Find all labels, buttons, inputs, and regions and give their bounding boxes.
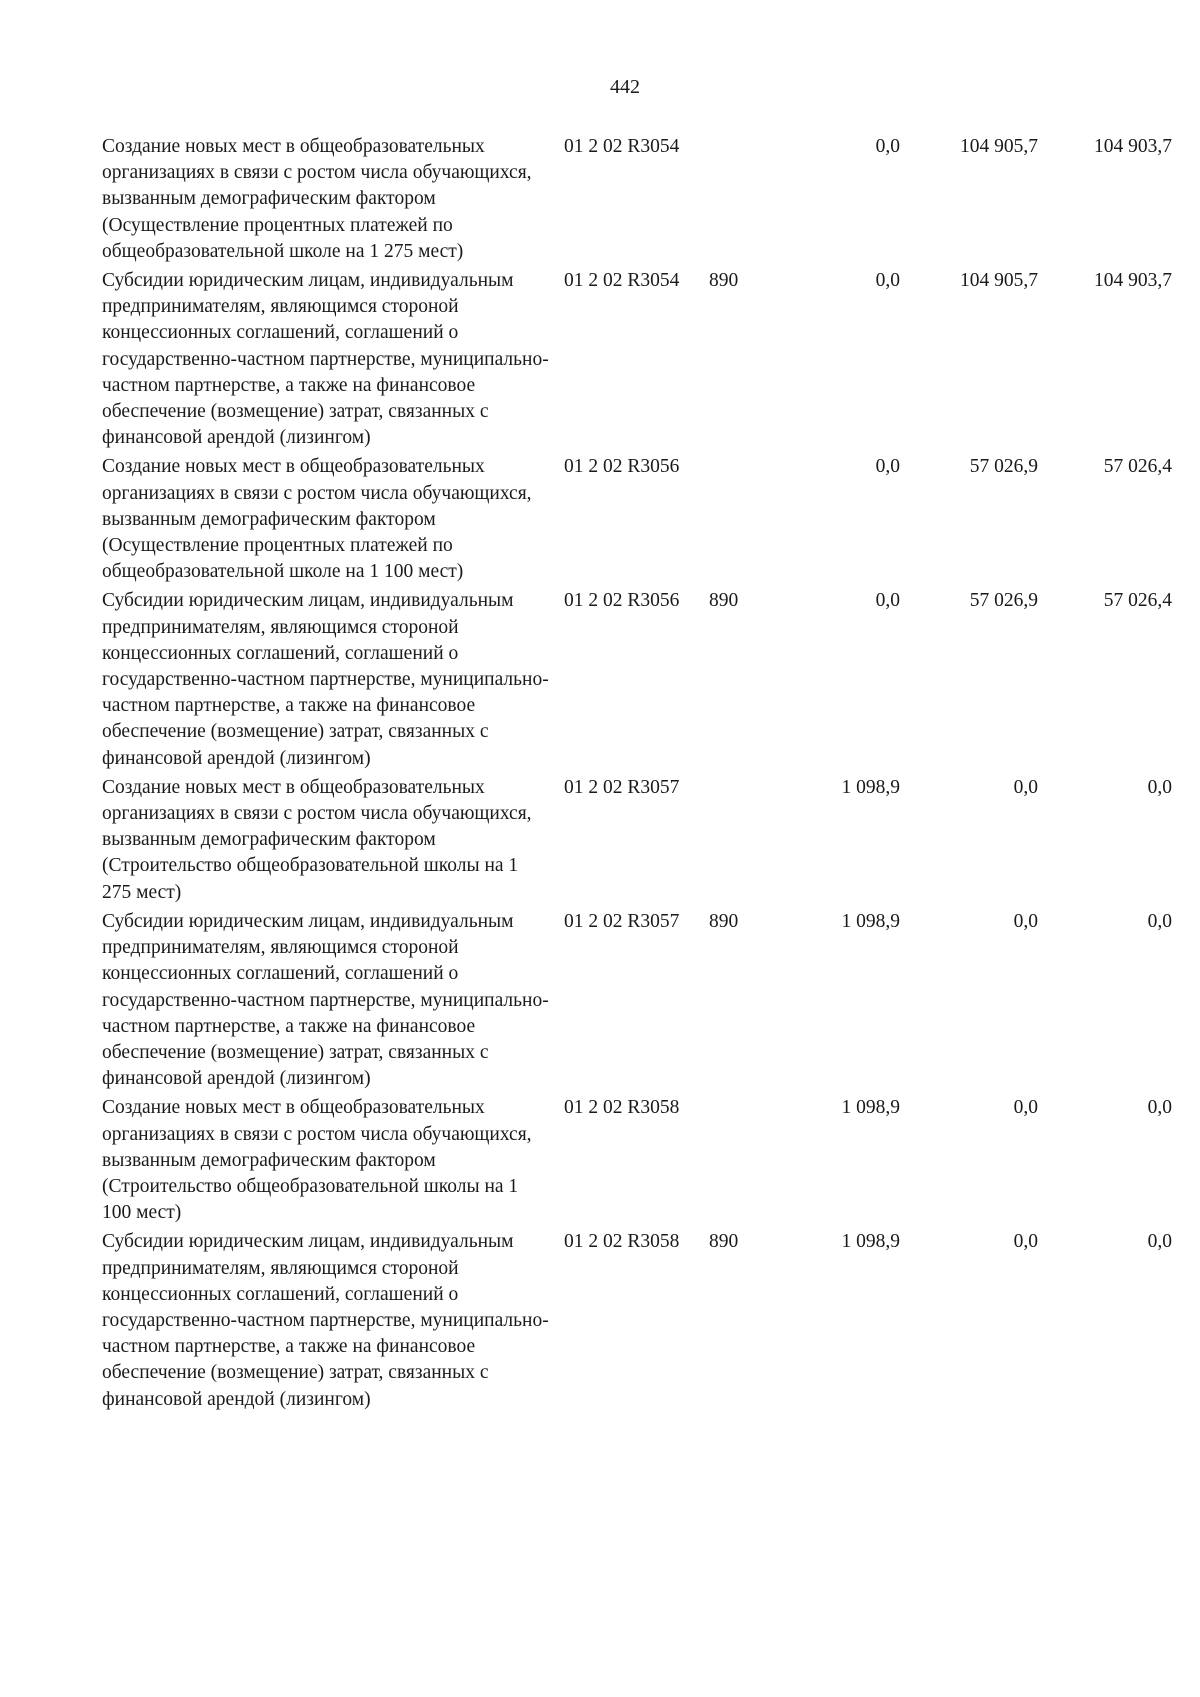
row-value-2: 57 026,9 [969, 456, 1038, 478]
row-value-3: 0,0 [1147, 776, 1172, 798]
row-description: Создание новых мест в общеобразовательных организациях в связи с ростом числа обучающихся, вызванным демографическим фактором (Строительство общеобразовательной школы на 1 100 мест) [102, 1097, 532, 1224]
row-code: 01 2 02 R3057 [564, 776, 680, 798]
row-value-2: 0,0 [1013, 776, 1038, 798]
table-row [102, 1229, 1172, 1412]
row-value-2: 0,0 [1013, 910, 1038, 932]
row-value-1: 0,0 [875, 270, 900, 292]
row-value-2: 57 026,9 [969, 590, 1038, 612]
budget-table [102, 134, 1172, 1416]
row-value-3: 57 026,4 [1103, 590, 1172, 612]
row-value-3: 0,0 [1147, 1231, 1172, 1253]
table-row [102, 775, 1172, 906]
row-code: 01 2 02 R3056 [564, 456, 680, 478]
page-number: 442 [610, 76, 640, 98]
table-row [102, 454, 1172, 585]
row-value-1: 1 098,9 [841, 776, 900, 798]
row-value-2: 0,0 [1013, 1231, 1038, 1253]
row-code: 01 2 02 R3058 [564, 1097, 680, 1119]
row-description: Субсидии юридическим лицам, индивидуальным предпринимателям, являющимся стороной концессионных соглашений, соглашений о государственно-частном партнерстве, муниципально-частном партнерстве, а также на финансовое обеспечение (возмещение) затрат, связанных с финансовой арендой (лизингом) [102, 270, 549, 449]
row-code: 01 2 02 R3056 [564, 590, 680, 612]
row-expense-type: 890 [709, 590, 739, 612]
row-description: Создание новых мест в общеобразовательных организациях в связи с ростом числа обучающихся, вызванным демографическим фактором (Строительство общеобразовательной школы на 1 275 мест) [102, 776, 532, 903]
row-value-1: 0,0 [875, 590, 900, 612]
row-value-2: 104 905,7 [960, 270, 1038, 292]
row-value-1: 1 098,9 [841, 1231, 900, 1253]
row-value-3: 104 903,7 [1094, 270, 1172, 292]
row-description: Создание новых мест в общеобразовательных организациях в связи с ростом числа обучающихся, вызванным демографическим фактором (Осуществление процентных платежей по общеобразовательной школе на 1 100 мест) [102, 456, 532, 583]
row-value-1: 1 098,9 [841, 1097, 900, 1119]
row-description: Субсидии юридическим лицам, индивидуальным предпринимателям, являющимся стороной концессионных соглашений, соглашений о государственно-частном партнерстве, муниципально-частном партнерстве, а также на финансовое обеспечение (возмещение) затрат, связанных с финансовой арендой (лизингом) [102, 1231, 549, 1410]
table-row [102, 134, 1172, 265]
row-description: Субсидии юридическим лицам, индивидуальным предпринимателям, являющимся стороной концессионных соглашений, соглашений о государственно-частном партнерстве, муниципально-частном партнерстве, а также на финансовое обеспечение (возмещение) затрат, связанных с финансовой арендой (лизингом) [102, 910, 549, 1090]
row-value-1: 0,0 [875, 456, 900, 478]
row-expense-type: 890 [709, 270, 739, 292]
row-value-1: 0,0 [875, 136, 900, 157]
row-code: 01 2 02 R3054 [564, 270, 680, 292]
row-value-3: 104 903,7 [1094, 136, 1172, 157]
row-value-3: 0,0 [1147, 1097, 1172, 1119]
table-row [102, 588, 1172, 771]
row-description: Субсидии юридическим лицам, индивидуальным предпринимателям, являющимся стороной концессионных соглашений, соглашений о государственно-частном партнерстве, муниципально-частном партнерстве, а также на финансовое обеспечение (возмещение) затрат, связанных с финансовой арендой (лизингом) [102, 590, 549, 769]
row-expense-type: 890 [709, 910, 739, 932]
table-row [102, 909, 1172, 1092]
row-expense-type: 890 [709, 1231, 739, 1253]
row-code: 01 2 02 R3054 [564, 136, 680, 157]
row-value-2: 104 905,7 [960, 136, 1038, 157]
table-row [102, 1095, 1172, 1226]
row-value-2: 0,0 [1013, 1097, 1038, 1119]
row-value-3: 57 026,4 [1103, 456, 1172, 478]
table-row [102, 268, 1172, 451]
row-description: Создание новых мест в общеобразовательных организациях в связи с ростом числа обучающихся, вызванным демографическим фактором (Осуществление процентных платежей по общеобразовательной школе на 1 275 мест) [102, 136, 532, 262]
row-value-3: 0,0 [1147, 910, 1172, 932]
row-code: 01 2 02 R3057 [564, 910, 680, 932]
row-value-1: 1 098,9 [841, 910, 900, 932]
row-code: 01 2 02 R3058 [564, 1231, 680, 1253]
